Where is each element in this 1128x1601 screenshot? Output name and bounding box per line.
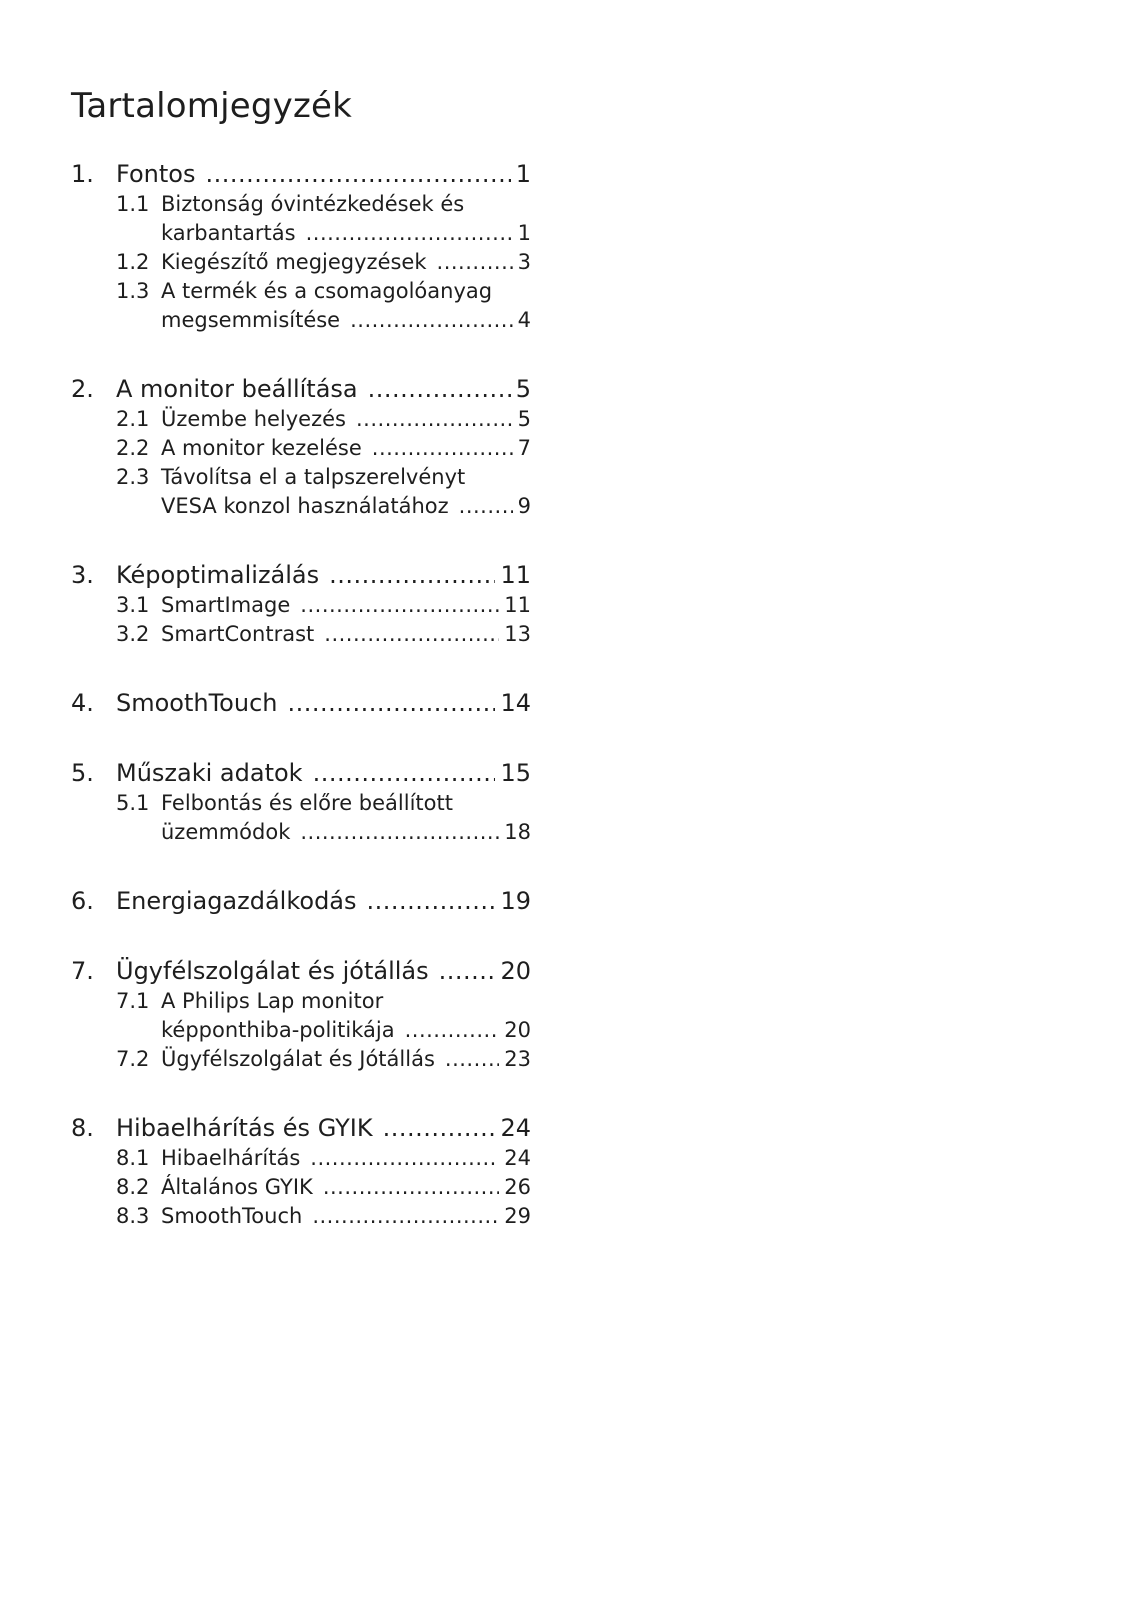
toc-subentry-page: 24 (504, 1146, 531, 1170)
toc-section (71, 1112, 531, 1231)
toc-subentry-number: 7.1 (116, 989, 150, 1013)
toc-entry-label: Fontos (116, 160, 196, 188)
toc-subentry-page: 29 (504, 1204, 531, 1228)
toc-subentry-text (161, 277, 531, 306)
toc-subentry-page: 3 (517, 250, 531, 274)
toc-subentry-page: 23 (504, 1047, 531, 1071)
page-title: Tartalomjegyzék (71, 86, 353, 126)
toc-subentry-text (161, 1045, 531, 1074)
toc-entry-page: 14 (500, 689, 531, 717)
toc-entry-page: 11 (500, 561, 531, 589)
toc-subentry-number: 1.3 (116, 279, 150, 303)
toc-subentry-text (161, 1144, 531, 1173)
toc-subentry-number: 2.2 (116, 436, 150, 460)
toc-section (71, 757, 531, 847)
dot-leader (367, 885, 496, 917)
dot-leader (356, 405, 513, 434)
toc-subentry-text (161, 463, 531, 492)
dot-leader (439, 955, 496, 987)
toc-section (71, 158, 531, 335)
toc-subentry[interactable] (71, 492, 531, 521)
toc-subentry-number: 2.3 (116, 465, 150, 489)
toc-subentry-page: 7 (517, 436, 531, 460)
toc-entry[interactable] (71, 885, 531, 917)
table-of-contents (71, 158, 531, 1269)
toc-subentry-text (161, 248, 531, 277)
toc-subentry[interactable] (71, 1173, 531, 1202)
toc-entry[interactable] (71, 373, 531, 405)
dot-leader (350, 306, 513, 335)
toc-subentry-text (161, 591, 531, 620)
toc-subentry[interactable] (71, 190, 531, 219)
toc-subentry-label: VESA konzol használatához (161, 494, 449, 518)
toc-entry-page: 24 (500, 1114, 531, 1142)
toc-subentry-label: SmartImage (161, 593, 291, 617)
toc-entry-label: Ügyfélszolgálat és jótállás (116, 957, 429, 985)
toc-subentry-label: Kiegészítő megjegyzések (161, 250, 427, 274)
toc-entry[interactable] (71, 955, 531, 987)
dot-leader (287, 687, 495, 719)
dot-leader (313, 757, 496, 789)
toc-subentry-number: 8.1 (116, 1146, 150, 1170)
toc-subentry-label: Biztonság óvintézkedések és (161, 192, 465, 216)
toc-subentry-text (161, 405, 531, 434)
toc-section (71, 559, 531, 649)
toc-subentry-page: 4 (517, 308, 531, 332)
toc-entry[interactable] (71, 158, 531, 190)
toc-entry-label: Energiagazdálkodás (116, 887, 357, 915)
toc-entry[interactable] (71, 757, 531, 789)
toc-subentry[interactable] (71, 987, 531, 1016)
toc-entry[interactable] (71, 687, 531, 719)
toc-subentry-page: 26 (504, 1175, 531, 1199)
dot-leader (437, 248, 513, 277)
toc-subentry-label: Általános GYIK (161, 1175, 313, 1199)
toc-entry-label: Képoptimalizálás (116, 561, 320, 589)
toc-entry-page: 19 (500, 887, 531, 915)
toc-subentry[interactable] (71, 248, 531, 277)
toc-subentry-page: 11 (504, 593, 531, 617)
toc-subentry[interactable] (71, 277, 531, 306)
toc-entry-text (116, 158, 531, 190)
toc-entry-number: 5. (71, 759, 94, 787)
dot-leader (405, 1016, 500, 1045)
toc-subentry-label: megsemmisítése (161, 308, 341, 332)
dot-leader (312, 1202, 499, 1231)
toc-subentry[interactable] (71, 306, 531, 335)
toc-entry[interactable] (71, 559, 531, 591)
dot-leader (445, 1045, 499, 1074)
toc-subentry[interactable] (71, 405, 531, 434)
dot-leader (368, 373, 511, 405)
dot-leader (310, 1144, 499, 1173)
toc-subentry-text (161, 1016, 531, 1045)
toc-subentry-label: Hibaelhárítás (161, 1146, 301, 1170)
dot-leader (372, 434, 513, 463)
toc-subentry-text (161, 306, 531, 335)
toc-section (71, 373, 531, 521)
toc-subentry-page: 5 (517, 407, 531, 431)
toc-subentry-text (161, 1202, 531, 1231)
toc-entry-number: 6. (71, 887, 94, 915)
toc-entry-text (116, 757, 531, 789)
toc-subentry-label: A Philips Lap monitor (161, 989, 384, 1013)
toc-subentry-label: Felbontás és előre beállított (161, 791, 453, 815)
toc-entry-label: Műszaki adatok (116, 759, 303, 787)
toc-subentry-text (161, 620, 531, 649)
toc-subentry-page: 20 (504, 1018, 531, 1042)
toc-subentry-text (161, 818, 531, 847)
toc-section (71, 955, 531, 1074)
toc-entry-number: 1. (71, 160, 94, 188)
toc-entry-number: 3. (71, 561, 94, 589)
dot-leader (300, 818, 499, 847)
toc-subentry-number: 3.2 (116, 622, 150, 646)
toc-section (71, 885, 531, 917)
toc-entry-number: 4. (71, 689, 94, 717)
toc-subentry-page: 9 (517, 494, 531, 518)
toc-entry-label: A monitor beállítása (116, 375, 358, 403)
dot-leader (306, 219, 513, 248)
toc-subentry[interactable] (71, 818, 531, 847)
dot-leader (324, 620, 499, 649)
toc-subentry[interactable] (71, 620, 531, 649)
toc-subentry[interactable] (71, 789, 531, 818)
toc-subentry[interactable] (71, 219, 531, 248)
toc-entry-page: 15 (500, 759, 531, 787)
toc-subentry-text (161, 190, 531, 219)
toc-subentry[interactable] (71, 434, 531, 463)
toc-subentry-text (161, 987, 531, 1016)
toc-entry[interactable] (71, 1112, 531, 1144)
toc-entry-label: Hibaelhárítás és GYIK (116, 1114, 373, 1142)
toc-entry-page: 5 (515, 375, 531, 403)
toc-subentry-number: 2.1 (116, 407, 150, 431)
toc-entry-number: 2. (71, 375, 94, 403)
toc-entry-number: 8. (71, 1114, 94, 1142)
toc-subentry-label: képponthiba-politikája (161, 1018, 395, 1042)
toc-entry-number: 7. (71, 957, 94, 985)
toc-subentry-number: 5.1 (116, 791, 150, 815)
toc-subentry-number: 7.2 (116, 1047, 150, 1071)
toc-subentry-label: A monitor kezelése (161, 436, 362, 460)
toc-entry-text (116, 955, 531, 987)
dot-leader (459, 492, 513, 521)
dot-leader (205, 158, 510, 190)
toc-entry-text (116, 885, 531, 917)
toc-subentry[interactable] (71, 591, 531, 620)
dot-leader (383, 1112, 496, 1144)
toc-subentry-number: 3.1 (116, 593, 150, 617)
dot-leader (329, 559, 495, 591)
toc-entry-text (116, 687, 531, 719)
dot-leader (300, 591, 499, 620)
toc-subentry-text (161, 434, 531, 463)
toc-subentry-number: 8.2 (116, 1175, 150, 1199)
toc-subentry[interactable] (71, 1045, 531, 1074)
toc-subentry[interactable] (71, 1144, 531, 1173)
toc-subentry-text (161, 219, 531, 248)
toc-subentry-label: karbantartás (161, 221, 296, 245)
toc-subentry-label: SmoothTouch (161, 1204, 303, 1228)
toc-subentry-label: SmartContrast (161, 622, 315, 646)
toc-subentry-label: A termék és a csomagolóanyag (161, 279, 493, 303)
dot-leader (323, 1173, 499, 1202)
toc-entry-page: 20 (500, 957, 531, 985)
toc-subentry-label: Ügyfélszolgálat és Jótállás (161, 1047, 435, 1071)
toc-subentry-page: 1 (517, 221, 531, 245)
toc-subentry-number: 8.3 (116, 1204, 150, 1228)
toc-subentry[interactable] (71, 1202, 531, 1231)
toc-subentry-text (161, 789, 531, 818)
toc-subentry-number: 1.1 (116, 192, 150, 216)
toc-subentry[interactable] (71, 463, 531, 492)
toc-subentry-text (161, 1173, 531, 1202)
toc-subentry-text (161, 492, 531, 521)
toc-subentry-number: 1.2 (116, 250, 150, 274)
toc-subentry-label: üzemmódok (161, 820, 291, 844)
toc-section (71, 687, 531, 719)
toc-entry-text (116, 373, 531, 405)
toc-entry-label: SmoothTouch (116, 689, 278, 717)
toc-subentry-label: Távolítsa el a talpszerelvényt (161, 465, 466, 489)
toc-subentry[interactable] (71, 1016, 531, 1045)
toc-entry-text (116, 1112, 531, 1144)
toc-subentry-page: 18 (504, 820, 531, 844)
toc-subentry-page: 13 (504, 622, 531, 646)
toc-entry-text (116, 559, 531, 591)
toc-entry-page: 1 (515, 160, 531, 188)
toc-subentry-label: Üzembe helyezés (161, 407, 346, 431)
